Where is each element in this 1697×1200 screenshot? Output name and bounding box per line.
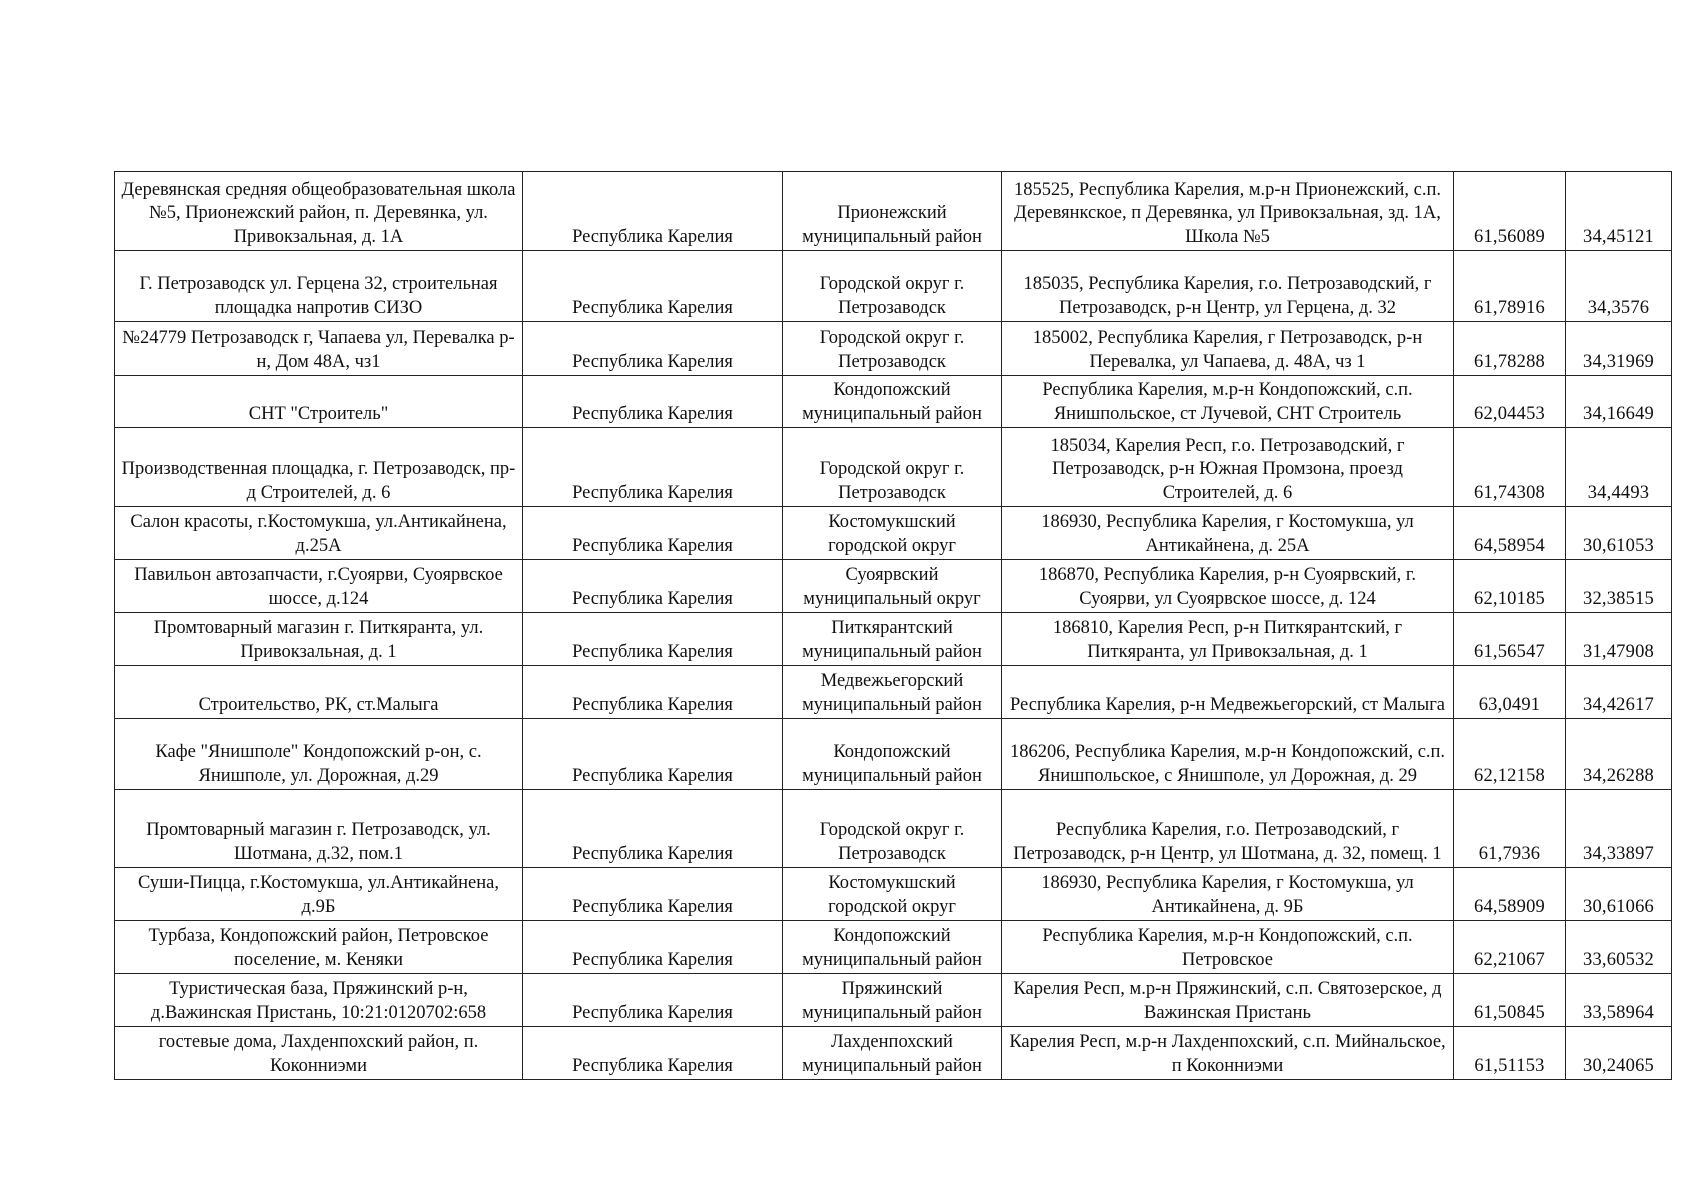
district-cell: Пряжинский муниципальный район: [783, 974, 1002, 1027]
address-cell: 186870, Республика Карелия, р-н Суоярвский, г. Суоярви, ул Суоярвское шоссе, д. 124: [1002, 560, 1454, 613]
table-row: [115, 251, 1672, 322]
latitude-cell: 61,7936: [1454, 790, 1566, 868]
latitude-cell: 61,56089: [1454, 172, 1566, 251]
address-cell: 186930, Республика Карелия, г Костомукша, ул Антикайнена, д. 25А: [1002, 507, 1454, 560]
table-row: [115, 1027, 1672, 1080]
address-cell: 186810, Карелия Респ, р-н Питкярантский, г Питкяранта, ул Привокзальная, д. 1: [1002, 613, 1454, 666]
object-name-cell: №24779 Петрозаводск г, Чапаева ул, Перевалка р-н, Дом 48А, чз1: [115, 322, 523, 376]
object-name-cell: Г. Петрозаводск ул. Герцена 32, строительная площадка напротив СИЗО: [115, 251, 523, 322]
longitude-cell: 34,33897: [1566, 790, 1672, 868]
locations-table: [114, 171, 1672, 1080]
longitude-cell: 33,60532: [1566, 921, 1672, 974]
district-cell: Городской округ г. Петрозаводск: [783, 251, 1002, 322]
region-cell: Республика Карелия: [523, 172, 783, 251]
longitude-cell: 34,45121: [1566, 172, 1672, 251]
district-cell: Лахденпохский муниципальный район: [783, 1027, 1002, 1080]
district-cell: Городской округ г. Петрозаводск: [783, 790, 1002, 868]
region-cell: Республика Карелия: [523, 507, 783, 560]
address-cell: 186930, Республика Карелия, г Костомукша, ул Антикайнена, д. 9Б: [1002, 868, 1454, 921]
table-row: [115, 322, 1672, 376]
latitude-cell: 61,78916: [1454, 251, 1566, 322]
address-cell: 185525, Республика Карелия, м.р-н Прионежский, с.п. Деревянкское, п Деревянка, ул Привокзальная, зд. 1А, Школа №5: [1002, 172, 1454, 251]
address-cell: Республика Карелия, м.р-н Кондопожский, с.п. Янишпольское, ст Лучевой, СНТ Строитель: [1002, 376, 1454, 428]
longitude-cell: 34,31969: [1566, 322, 1672, 376]
latitude-cell: 61,51153: [1454, 1027, 1566, 1080]
region-cell: Республика Карелия: [523, 613, 783, 666]
latitude-cell: 61,56547: [1454, 613, 1566, 666]
district-cell: Питкярантский муниципальный район: [783, 613, 1002, 666]
object-name-cell: Производственная площадка, г. Петрозаводск, пр-д Строителей, д. 6: [115, 428, 523, 507]
table-row: [115, 507, 1672, 560]
longitude-cell: 30,24065: [1566, 1027, 1672, 1080]
longitude-cell: 31,47908: [1566, 613, 1672, 666]
latitude-cell: 61,50845: [1454, 974, 1566, 1027]
latitude-cell: 63,0491: [1454, 666, 1566, 719]
object-name-cell: СНТ "Строитель": [115, 376, 523, 428]
region-cell: Республика Карелия: [523, 1027, 783, 1080]
object-name-cell: гостевые дома, Лахденпохский район, п. Коконниэми: [115, 1027, 523, 1080]
object-name-cell: Промтоварный магазин г. Питкяранта, ул. Привокзальная, д. 1: [115, 613, 523, 666]
longitude-cell: 34,4493: [1566, 428, 1672, 507]
region-cell: Республика Карелия: [523, 376, 783, 428]
region-cell: Республика Карелия: [523, 868, 783, 921]
address-cell: Республика Карелия, г.о. Петрозаводский, г Петрозаводск, р-н Центр, ул Шотмана, д. 32, помещ. 1: [1002, 790, 1454, 868]
district-cell: Костомукшский городской округ: [783, 507, 1002, 560]
table-row: [115, 376, 1672, 428]
latitude-cell: 62,12158: [1454, 719, 1566, 790]
district-cell: Кондопожский муниципальный район: [783, 921, 1002, 974]
table-row: [115, 560, 1672, 613]
address-cell: 186206, Республика Карелия, м.р-н Кондопожский, с.п. Янишпольское, с Янишполе, ул Дорожная, д. 29: [1002, 719, 1454, 790]
object-name-cell: Салон красоты, г.Костомукша, ул.Антикайнена, д.25А: [115, 507, 523, 560]
region-cell: Республика Карелия: [523, 790, 783, 868]
table-row: [115, 613, 1672, 666]
region-cell: Республика Карелия: [523, 974, 783, 1027]
object-name-cell: Турбаза, Кондопожский район, Петровское поселение, м. Кеняки: [115, 921, 523, 974]
district-cell: Городской округ г. Петрозаводск: [783, 322, 1002, 376]
table-row: [115, 719, 1672, 790]
table-row: [115, 428, 1672, 507]
district-cell: Городской округ г. Петрозаводск: [783, 428, 1002, 507]
address-cell: Карелия Респ, м.р-н Лахденпохский, с.п. Мийнальское, п Коконниэми: [1002, 1027, 1454, 1080]
object-name-cell: Деревянская средняя общеобразовательная школа №5, Прионежский район, п. Деревянка, ул. Привокзальная, д. 1А: [115, 172, 523, 251]
region-cell: Республика Карелия: [523, 251, 783, 322]
latitude-cell: 61,74308: [1454, 428, 1566, 507]
longitude-cell: 34,16649: [1566, 376, 1672, 428]
address-cell: 185034, Карелия Респ, г.о. Петрозаводский, г Петрозаводск, р-н Южная Промзона, проезд Строителей, д. 6: [1002, 428, 1454, 507]
object-name-cell: Кафе "Янишполе" Кондопожский р-он, с. Янишполе, ул. Дорожная, д.29: [115, 719, 523, 790]
latitude-cell: 64,58909: [1454, 868, 1566, 921]
latitude-cell: 62,04453: [1454, 376, 1566, 428]
latitude-cell: 62,21067: [1454, 921, 1566, 974]
address-cell: 185002, Республика Карелия, г Петрозаводск, р-н Перевалка, ул Чапаева, д. 48А, чз 1: [1002, 322, 1454, 376]
district-cell: Медвежьегорский муниципальный район: [783, 666, 1002, 719]
region-cell: Республика Карелия: [523, 322, 783, 376]
district-cell: Кондопожский муниципальный район: [783, 719, 1002, 790]
longitude-cell: 34,42617: [1566, 666, 1672, 719]
longitude-cell: 32,38515: [1566, 560, 1672, 613]
region-cell: Республика Карелия: [523, 560, 783, 613]
object-name-cell: Промтоварный магазин г. Петрозаводск, ул. Шотмана, д.32, пом.1: [115, 790, 523, 868]
region-cell: Республика Карелия: [523, 719, 783, 790]
table-row: [115, 868, 1672, 921]
district-cell: Суоярвский муниципальный округ: [783, 560, 1002, 613]
district-cell: Кондопожский муниципальный район: [783, 376, 1002, 428]
region-cell: Республика Карелия: [523, 921, 783, 974]
longitude-cell: 33,58964: [1566, 974, 1672, 1027]
document-page: [114, 171, 1672, 1080]
object-name-cell: Павильон автозапчасти, г.Суоярви, Суоярвское шоссе, д.124: [115, 560, 523, 613]
table-row: [115, 921, 1672, 974]
object-name-cell: Строительство, РК, ст.Малыга: [115, 666, 523, 719]
latitude-cell: 64,58954: [1454, 507, 1566, 560]
latitude-cell: 62,10185: [1454, 560, 1566, 613]
region-cell: Республика Карелия: [523, 666, 783, 719]
table-body: [115, 172, 1672, 1080]
region-cell: Республика Карелия: [523, 428, 783, 507]
district-cell: Прионежский муниципальный район: [783, 172, 1002, 251]
longitude-cell: 34,3576: [1566, 251, 1672, 322]
longitude-cell: 30,61053: [1566, 507, 1672, 560]
object-name-cell: Туристическая база, Пряжинский р-н, д.Важинская Пристань, 10:21:0120702:658: [115, 974, 523, 1027]
longitude-cell: 30,61066: [1566, 868, 1672, 921]
object-name-cell: Суши-Пицца, г.Костомукша, ул.Антикайнена, д.9Б: [115, 868, 523, 921]
address-cell: 185035, Республика Карелия, г.о. Петрозаводский, г Петрозаводск, р-н Центр, ул Герцена, д. 32: [1002, 251, 1454, 322]
address-cell: Карелия Респ, м.р-н Пряжинский, с.п. Святозерское, д Важинская Пристань: [1002, 974, 1454, 1027]
table-row: [115, 790, 1672, 868]
table-row: [115, 172, 1672, 251]
table-row: [115, 974, 1672, 1027]
latitude-cell: 61,78288: [1454, 322, 1566, 376]
longitude-cell: 34,26288: [1566, 719, 1672, 790]
address-cell: Республика Карелия, р-н Медвежьегорский, ст Малыга: [1002, 666, 1454, 719]
district-cell: Костомукшский городской округ: [783, 868, 1002, 921]
table-row: [115, 666, 1672, 719]
address-cell: Республика Карелия, м.р-н Кондопожский, с.п. Петровское: [1002, 921, 1454, 974]
